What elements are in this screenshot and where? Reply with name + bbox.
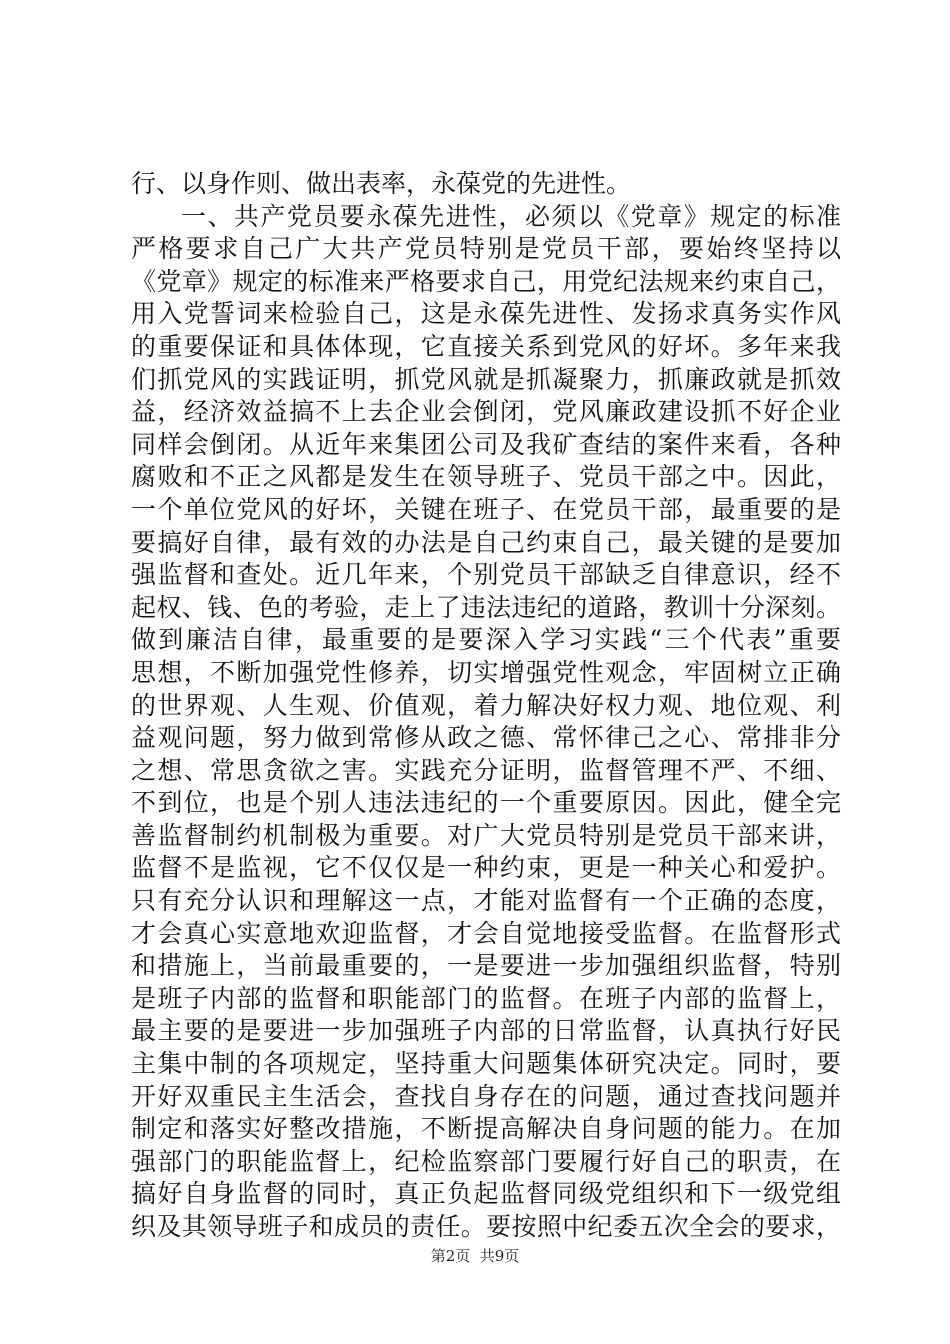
text-line: 和措施上，当前最重要的，一是要进一步加强组织监督，特别: [131, 951, 841, 981]
text-line: 要搞好自律，最有效的办法是自己约束自己，最关键的是要加: [131, 527, 841, 557]
document-body: [131, 168, 841, 1244]
text-line: 之想、常思贪欲之害。实践充分证明，监督管理不严、不细、: [131, 755, 841, 785]
text-line: 织及其领导班子和成员的责任。要按照中纪委五次全会的要求，: [131, 1212, 841, 1241]
text-line: 们抓党风的实践证明，抓党风就是抓凝聚力，抓廉政就是抓效: [131, 364, 841, 394]
text-line: 监督不是监视，它不仅仅是一种约束，更是一种关心和爱护。: [131, 853, 841, 883]
text-line: 行、以身作则、做出表率，永葆党的先进性。: [131, 169, 632, 198]
text-line: 用入党誓词来检验自己，这是永葆先进性、发扬求真务实作风: [131, 299, 841, 329]
page-number-label: 第2页 共9页: [430, 1247, 520, 1265]
text-line: 开好双重民主生活会，查找自身存在的问题，通过查找问题并: [131, 1081, 841, 1111]
text-line: 一、共产党员要永葆先进性，必须以《党章》规定的标准: [181, 201, 841, 231]
text-line: 制定和落实好整改措施，不断提高解决自身问题的能力。在加: [131, 1114, 841, 1144]
text-line: 严格要求自己广大共产党员特别是党员干部，要始终坚持以: [131, 234, 841, 264]
page-footer: [0, 1245, 950, 1266]
text-line: 同样会倒闭。从近年来集团公司及我矿查结的案件来看，各种: [131, 429, 841, 459]
text-line: 不到位，也是个别人违法违纪的一个重要原因。因此，健全完: [131, 788, 841, 818]
text-line: 强部门的职能监督上，纪检监察部门要履行好自己的职责，在: [131, 1146, 841, 1176]
text-line: 做到廉洁自律，最重要的是要深入学习实践“三个代表”重要: [131, 625, 841, 655]
text-line: 益观问题，努力做到常修从政之德、常怀律己之心、常排非分: [131, 723, 841, 753]
text-line: 《党章》规定的标准来严格要求自己，用党纪法规来约束自己，: [131, 266, 841, 296]
text-line: 强监督和查处。近几年来，个别党员干部缺乏自律意识，经不: [131, 560, 841, 590]
text-line: 思想，不断加强党性修养，切实增强党性观念，牢固树立正确: [131, 657, 841, 687]
text-line: 益，经济效益搞不上去企业会倒闭，党风廉政建设抓不好企业: [131, 397, 841, 427]
text-line: 腐败和不正之风都是发生在领导班子、党员干部之中。因此，: [131, 462, 841, 492]
text-line: 最主要的是要进一步加强班子内部的日常监督，认真执行好民: [131, 1016, 841, 1046]
text-line: 善监督制约机制极为重要。对广大党员特别是党员干部来讲，: [131, 820, 841, 850]
text-line: 只有充分认识和理解这一点，才能对监督有一个正确的态度，: [131, 886, 841, 916]
text-line: 搞好自身监督的同时，真正负起监督同级党组织和下一级党组: [131, 1179, 841, 1209]
text-line: 的世界观、人生观、价值观，着力解决好权力观、地位观、利: [131, 690, 841, 720]
text-line: 是班子内部的监督和职能部门的监督。在班子内部的监督上，: [131, 983, 841, 1013]
text-line: 一个单位党风的好坏，关键在班子、在党员干部，最重要的是: [131, 494, 841, 524]
text-line: 的重要保证和具体体现，它直接关系到党风的好坏。多年来我: [131, 331, 841, 361]
text-line: 主集中制的各项规定，坚持重大问题集体研究决定。同时，要: [131, 1049, 841, 1079]
text-line: 才会真心实意地欢迎监督，才会自觉地接受监督。在监督形式: [131, 918, 841, 948]
text-line: 起权、钱、色的考验，走上了违法违纪的道路，教训十分深刻。: [131, 592, 841, 622]
